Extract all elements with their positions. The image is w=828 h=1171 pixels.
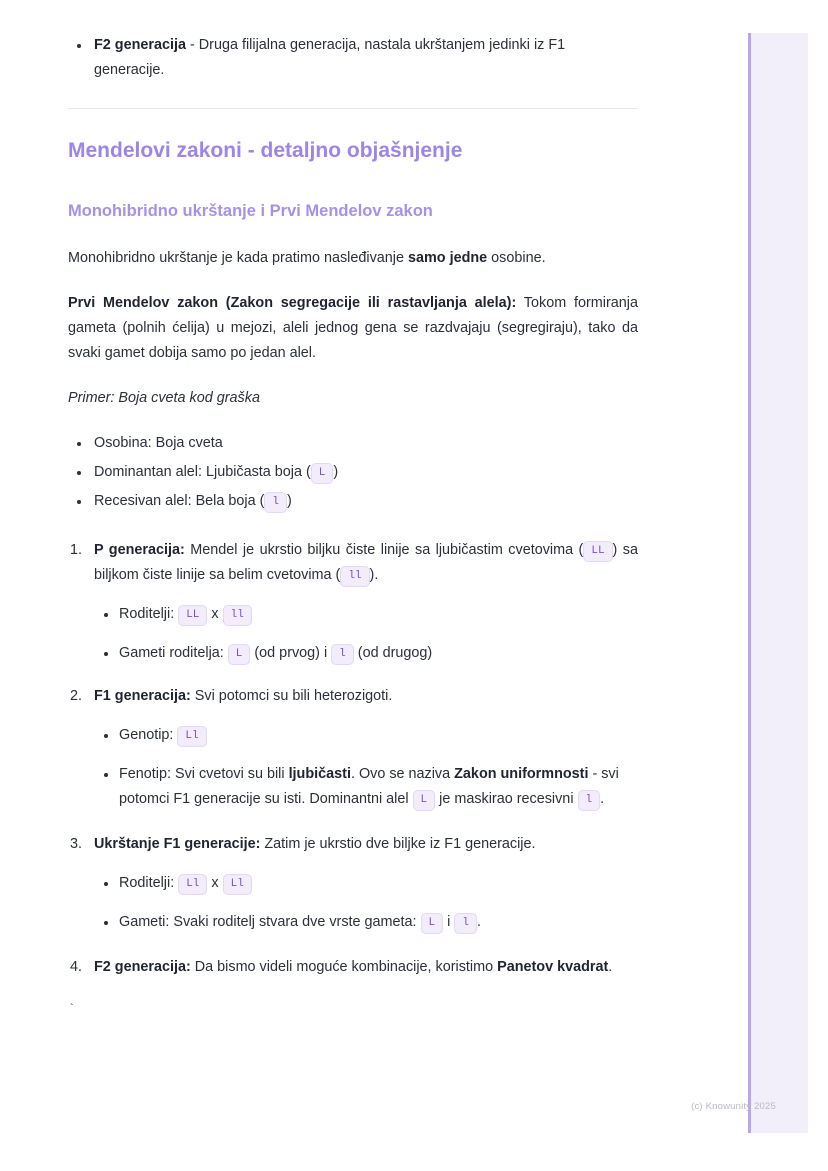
- trait-text: Osobina: Boja cveta: [94, 435, 223, 451]
- step-sub-list: [94, 871, 638, 935]
- allele-chip: L: [311, 463, 334, 484]
- allele-chip: l: [578, 790, 601, 811]
- list-item: [94, 762, 638, 812]
- list-item: [68, 431, 638, 456]
- genotype-chip: Ll: [223, 874, 252, 895]
- trait-text-tail: ): [333, 464, 339, 480]
- step-body: [94, 538, 638, 588]
- step-text: ).: [369, 567, 379, 583]
- sub-text: (od drugog): [353, 645, 433, 661]
- law-title: Prvi Mendelov zakon (Zakon segregacije ili rastavljanja alela):: [68, 295, 517, 311]
- step-body: [94, 955, 638, 980]
- list-item: [68, 489, 638, 514]
- term-label: F2 generacija: [94, 37, 186, 53]
- step-text: Da bismo videli moguće kombinacije, koristimo: [190, 959, 498, 975]
- genotype-chip: LL: [178, 605, 207, 626]
- list-item: [94, 602, 638, 627]
- section-divider: [68, 108, 638, 109]
- step-label: P generacija:: [94, 542, 185, 558]
- sub-text: Gameti roditelja:: [119, 645, 228, 661]
- trait-text: Recesivan alel: Bela boja (: [94, 493, 265, 509]
- sub-text: . Ovo se naziva: [350, 766, 455, 782]
- step-sub-list: [94, 602, 638, 666]
- sub-text: Genotip:: [119, 727, 178, 743]
- sub-text: Roditelji:: [119, 875, 179, 891]
- sub-text: (od prvog) i: [250, 645, 332, 661]
- step-item-f1-generation: [68, 684, 638, 812]
- step-body: [94, 832, 638, 857]
- sub-text: - svi potomci F1 generacije su isti. Dominantni alel: [119, 766, 619, 807]
- sub-text: .: [600, 791, 605, 807]
- sub-emphasis: ljubičasti: [288, 766, 351, 782]
- gamete-chip: L: [421, 913, 444, 934]
- document-content: [68, 33, 638, 1020]
- genotype-chip: ll: [223, 605, 252, 626]
- list-item: [94, 871, 638, 896]
- allele-chip: L: [413, 790, 436, 811]
- stray-backtick: `: [68, 1002, 76, 1016]
- law-paragraph: [68, 291, 638, 366]
- step-text: ) sa biljkom čiste linije sa belim cvetovima (: [94, 542, 639, 583]
- term-description: - Druga filijalna generacija, nastala ukrštanjem jedinki iz F1 generacije.: [94, 37, 566, 78]
- genotype-chip: LL: [583, 541, 612, 562]
- sub-text: Gameti: Svaki roditelj stvara dve vrste gameta:: [119, 914, 421, 930]
- step-label: F2 generacija:: [94, 959, 191, 975]
- sub-text: x: [207, 606, 223, 622]
- step-label: F1 generacija:: [94, 688, 191, 704]
- list-item: [68, 460, 638, 485]
- step-item-f2-generation: [68, 955, 638, 980]
- genotype-chip: Ll: [178, 874, 207, 895]
- intro-emphasis: samo jedne: [407, 250, 488, 266]
- sub-text: je maskirao recesivni: [435, 791, 578, 807]
- step-item-f1-cross: [68, 832, 638, 935]
- trait-list: [68, 431, 638, 514]
- trait-text: Dominantan alel: Ljubičasta boja (: [94, 464, 311, 480]
- genotype-chip: Ll: [177, 726, 206, 747]
- list-item: [68, 33, 638, 83]
- footer-credit: (c) Knowunity 2025: [691, 1101, 776, 1112]
- trait-text-tail: ): [287, 493, 292, 509]
- step-text: Mendel je ukrstio biljku čiste linije sa ljubičastim cvetovima (: [184, 542, 584, 558]
- sub-emphasis: Zakon uniformnosti: [454, 766, 589, 782]
- step-item-p-generation: [68, 538, 638, 666]
- intro-text-before: Monohibridno ukrštanje je kada pratimo nasleđivanje: [68, 250, 408, 266]
- law-body: Tokom formiranja gameta (polnih ćelija) u mejozi, aleli jednog gena se razdvajaju (segregiraju), tako da svaki gamet dobija samo po jedan alel.: [68, 295, 638, 361]
- step-text: Zatim je ukrstio dve biljke iz F1 generacije.: [260, 836, 536, 852]
- gamete-chip: l: [331, 644, 354, 665]
- gamete-chip: L: [228, 644, 251, 665]
- gamete-chip: l: [454, 913, 477, 934]
- step-emphasis: Panetov kvadrat: [497, 959, 609, 975]
- intro-text-after: osobine.: [487, 250, 546, 266]
- intro-paragraph: [68, 246, 638, 271]
- list-item: [94, 641, 638, 666]
- step-body: [94, 684, 638, 709]
- example-caption: Primer: Boja cveta kod graška: [68, 390, 260, 406]
- step-text: Svi potomci su bili heterozigoti.: [190, 688, 393, 704]
- right-accent-strip: [748, 33, 808, 1133]
- sub-text: Roditelji:: [119, 606, 179, 622]
- page-title: Mendelovi zakoni - detaljno objašnjenje: [68, 139, 463, 162]
- genotype-chip: ll: [340, 566, 369, 587]
- step-text: .: [608, 959, 613, 975]
- cross-steps-list: [68, 538, 638, 980]
- sub-text: Fenotip: Svi cvetovi su bili: [119, 766, 289, 782]
- allele-chip: l: [264, 492, 287, 513]
- sub-text: i: [443, 914, 455, 930]
- step-label: Ukrštanje F1 generacije:: [94, 836, 261, 852]
- sub-text: .: [476, 914, 481, 930]
- list-item: [94, 723, 638, 748]
- definition-list: [68, 33, 638, 83]
- list-item: [94, 910, 638, 935]
- step-sub-list: [94, 723, 638, 812]
- sub-text: x: [207, 875, 223, 891]
- section-heading: Monohibridno ukrštanje i Prvi Mendelov zakon: [68, 202, 433, 220]
